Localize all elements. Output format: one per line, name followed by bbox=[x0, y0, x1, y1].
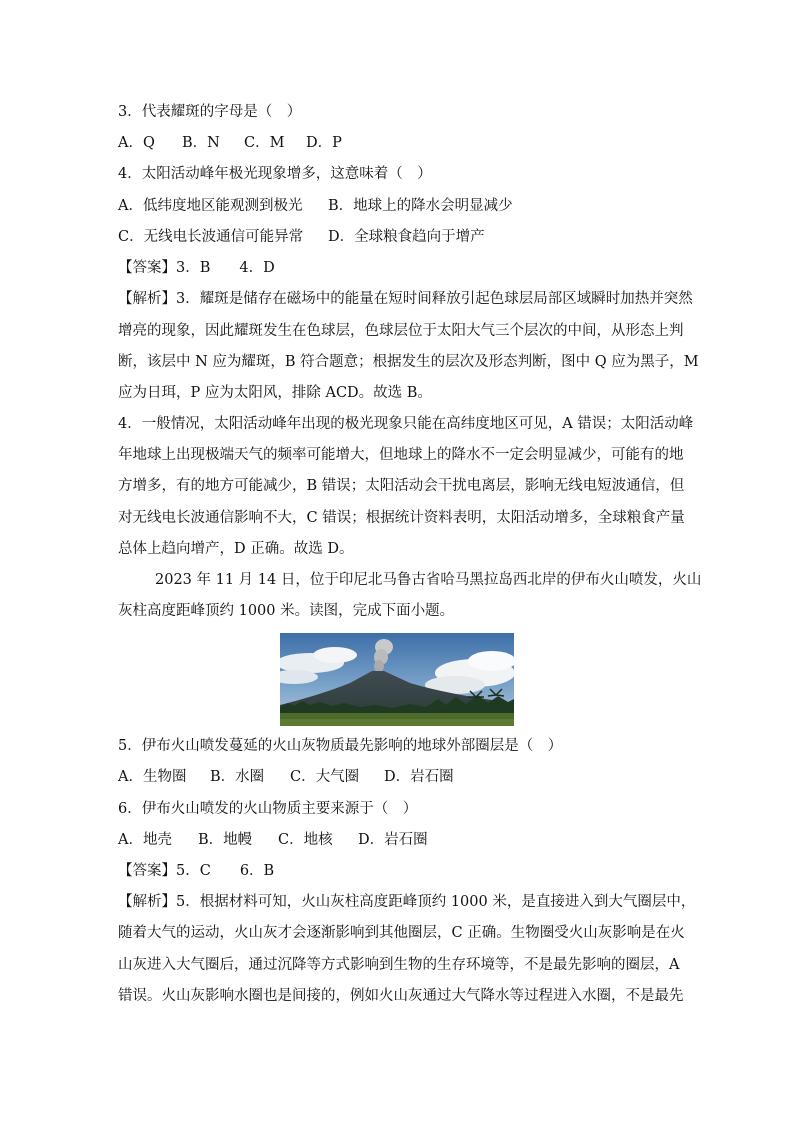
q3-option-d[interactable]: D．P bbox=[306, 135, 342, 151]
question-4-stem: 4．太阳活动峰年极光现象增多，这意味着（ ） bbox=[118, 166, 432, 182]
q5-option-c[interactable]: C．大气圈 bbox=[290, 769, 360, 785]
question-4-options-row1 bbox=[118, 196, 513, 216]
volcano-photo bbox=[280, 633, 514, 726]
analysis-line: 方增多，有的地方可能减少，B 错误；太阳活动会干扰电离层，影响无线电短波通信，但 bbox=[118, 478, 685, 494]
material-paragraph: 灰柱高度距峰顶约 1000 米。读图，完成下面小题。 bbox=[118, 603, 455, 619]
analysis-line: 错误。火山灰影响水圈也是间接的，例如火山灰通过大气降水等过程进入水圈，不是最先 bbox=[118, 988, 684, 1004]
analysis-line: 总体上趋向增产，D 正确。故选 D。 bbox=[118, 541, 354, 557]
q5-option-b[interactable]: B．水圈 bbox=[210, 769, 265, 785]
analysis-line: 断，该层中 N 应为耀斑，B 符合题意；根据发生的层次及形态判断，图中 Q 应为黑子，M bbox=[118, 354, 699, 370]
analysis-line: 应为日珥，P 应为太阳风，排除 ACD。故选 B。 bbox=[118, 385, 432, 401]
q4-option-d[interactable]: D．全球粮食趋向于增产 bbox=[328, 229, 485, 245]
analysis-line: 随着大气的运动，火山灰才会逐渐影响到其他圈层，C 正确。生物圈受火山灰影响是在火 bbox=[118, 925, 685, 941]
q3-option-a[interactable]: A．Q bbox=[118, 135, 155, 151]
answer-5-6: 【答案】5．C 6．B bbox=[118, 863, 275, 879]
q3-option-b[interactable]: B．N bbox=[182, 135, 220, 151]
question-5-options bbox=[118, 767, 454, 787]
q4-option-b[interactable]: B．地球上的降水会明显减少 bbox=[328, 198, 513, 214]
q4-option-c[interactable]: C．无线电长波通信可能异常 bbox=[118, 229, 304, 245]
q6-option-c[interactable]: C．地核 bbox=[278, 832, 333, 848]
analysis-line: 山灰进入大气圈后，通过沉降等方式影响到生物的生存环境等，不是最先影响的圈层，A bbox=[118, 957, 680, 973]
q4-option-a[interactable]: A．低纬度地区能观测到极光 bbox=[118, 198, 303, 214]
question-6-options bbox=[118, 830, 428, 850]
analysis-line: 增亮的现象，因此耀斑发生在色球层，色球层位于太阳大气三个层次的中间，从形态上判 bbox=[118, 323, 684, 339]
q3-option-c[interactable]: C．M bbox=[244, 135, 285, 151]
material-paragraph: 2023 年 11 月 14 日，位于印尼北马鲁古省哈马黑拉岛西北岸的伊布火山喷发，火山 bbox=[155, 572, 702, 588]
analysis-line: 对无线电长波通信影响不大，C 错误；根据统计资料表明，太阳活动增多，全球粮食产量 bbox=[118, 510, 685, 526]
question-4-options-row2 bbox=[118, 227, 485, 247]
question-3-stem: 3．代表耀斑的字母是（ ） bbox=[118, 104, 302, 120]
q6-option-b[interactable]: B．地幔 bbox=[198, 832, 253, 848]
question-3-options bbox=[118, 133, 342, 153]
q5-option-d[interactable]: D．岩石圈 bbox=[384, 769, 454, 785]
analysis-line: 【解析】3．耀斑是储存在磁场中的能量在短时间释放引起色球层局部区域瞬时加热并突然 bbox=[118, 291, 693, 307]
q6-option-d[interactable]: D．岩石圈 bbox=[358, 832, 428, 848]
q6-option-a[interactable]: A．地壳 bbox=[118, 832, 172, 848]
analysis-line: 【解析】5．根据材料可知，火山灰柱高度距峰顶约 1000 米，是直接进入到大气圈层中， bbox=[118, 894, 696, 910]
answer-3-4: 【答案】3．B 4．D bbox=[118, 260, 275, 276]
analysis-line: 4．一般情况，太阳活动峰年出现的极光现象只能在高纬度地区可见，A 错误；太阳活动峰 bbox=[118, 416, 694, 432]
q5-option-a[interactable]: A．生物圈 bbox=[118, 769, 187, 785]
question-6-stem: 6．伊布火山喷发的火山物质主要来源于（ ） bbox=[118, 801, 418, 817]
question-5-stem: 5．伊布火山喷发蔓延的火山灰物质最先影响的地球外部圈层是（ ） bbox=[118, 738, 563, 754]
analysis-line: 年地球上出现极端天气的频率可能增大，但地球上的降水不一定会明显减少，可能有的地 bbox=[118, 447, 684, 463]
